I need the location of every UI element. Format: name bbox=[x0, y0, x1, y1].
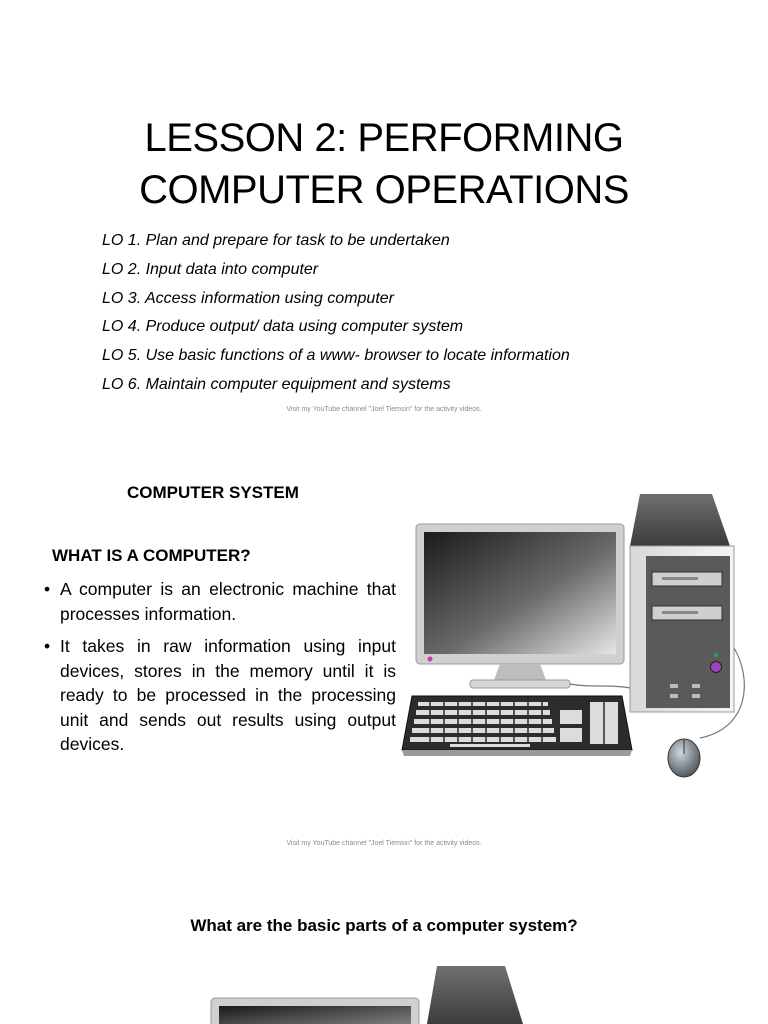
title-line-1: LESSON 2: PERFORMING bbox=[144, 116, 624, 160]
monitor bbox=[416, 524, 624, 688]
keyboard bbox=[402, 696, 632, 756]
slide-subheading: WHAT IS A COMPUTER? bbox=[52, 546, 251, 565]
slide-lesson-title bbox=[0, 0, 768, 440]
lesson-title bbox=[0, 112, 768, 216]
desktop-computer-icon bbox=[400, 488, 752, 780]
mouse bbox=[668, 739, 700, 777]
bullet-list bbox=[44, 577, 396, 765]
learning-objective: LO 5. Use basic functions of a www- browser to locate information bbox=[102, 347, 570, 365]
tower-case bbox=[630, 494, 734, 712]
slide-heading: What are the basic parts of a computer system? bbox=[190, 916, 578, 935]
bullet-item: • It takes in raw information using input devices, stores in the memory until it is ready to be processed in the processing unit and sends out results using output devices. bbox=[44, 634, 396, 757]
slide-footer: Visit my YouTube channel "Joel Tiemsin" for the activity videos. bbox=[286, 840, 482, 847]
bullet-item: • A computer is an electronic machine that processes information. bbox=[44, 577, 396, 626]
learning-objective: LO 3. Access information using computer bbox=[102, 289, 394, 307]
learning-objective: LO 4. Produce output/ data using computer system bbox=[102, 318, 464, 336]
learning-objectives-list bbox=[102, 227, 722, 400]
slide-footer: Visit my YouTube channel "Joel Tiemsin" for the activity videos. bbox=[286, 406, 482, 413]
slide-basic-parts bbox=[0, 860, 768, 1024]
title-line-2: COMPUTER OPERATIONS bbox=[139, 168, 629, 212]
slide-computer-system bbox=[0, 440, 768, 860]
desktop-computer-icon bbox=[205, 962, 535, 1024]
learning-objective: LO 2. Input data into computer bbox=[102, 260, 319, 278]
learning-objective: LO 6. Maintain computer equipment and systems bbox=[102, 375, 451, 393]
learning-objective: LO 1. Plan and prepare for task to be undertaken bbox=[102, 232, 450, 249]
slide-heading: COMPUTER SYSTEM bbox=[127, 483, 299, 502]
